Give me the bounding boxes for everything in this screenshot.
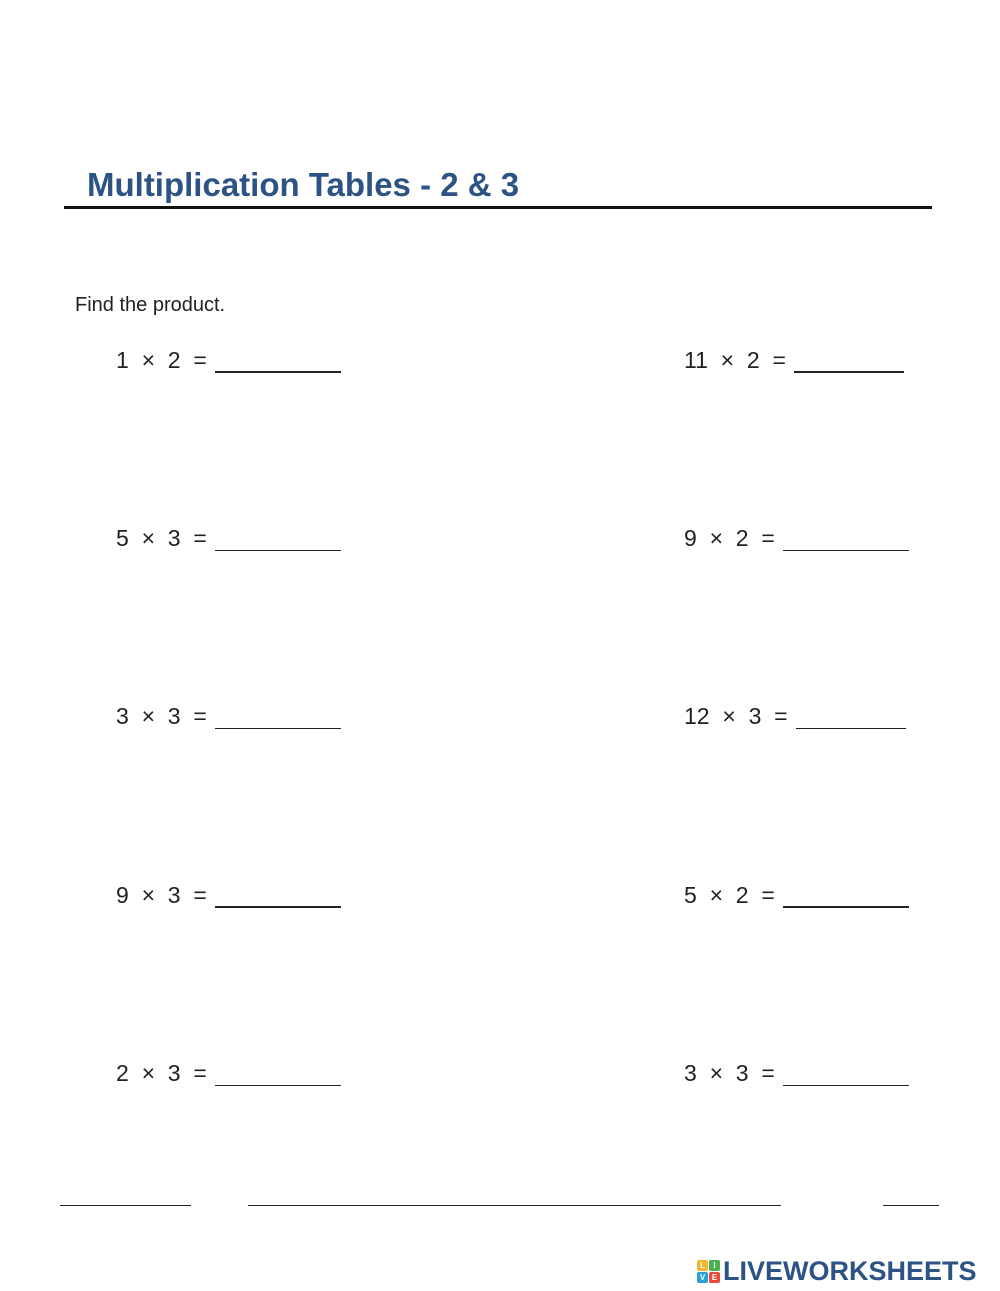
problem-4: [684, 520, 909, 552]
problem-expression: 1 × 2 =: [116, 347, 207, 373]
logo-block: V: [697, 1272, 708, 1283]
answer-field[interactable]: [215, 906, 341, 908]
footer-rule-left: [60, 1205, 191, 1206]
answer-field[interactable]: [794, 371, 904, 373]
footer-rule-center: [248, 1205, 781, 1206]
problem-expression: 9 × 3 =: [116, 882, 207, 908]
answer-field[interactable]: [215, 550, 341, 551]
answer-field[interactable]: [215, 728, 341, 729]
problem-expression: 11 × 2 =: [684, 347, 786, 373]
logo-block: L: [697, 1260, 708, 1271]
problem-expression: 9 × 2 =: [684, 525, 775, 551]
answer-field[interactable]: [783, 906, 909, 908]
problem-expression: 3 × 3 =: [116, 703, 207, 729]
problem-1: [116, 342, 341, 374]
problem-expression: 5 × 3 =: [116, 525, 207, 551]
logo-text: LIVEWORKSHEETS: [723, 1255, 977, 1286]
problem-expression: 2 × 3 =: [116, 1060, 207, 1086]
problem-7: [116, 877, 341, 909]
footer-rule-right: [883, 1205, 939, 1206]
liveworksheets-logo: [697, 1255, 977, 1287]
title-underline: [64, 206, 932, 209]
problem-6: [684, 698, 906, 730]
logo-block: I: [709, 1260, 720, 1271]
logo-block: E: [709, 1272, 720, 1283]
answer-field[interactable]: [783, 1085, 909, 1086]
problem-expression: 5 × 2 =: [684, 882, 775, 908]
problem-10: [684, 1055, 909, 1087]
answer-field[interactable]: [215, 371, 341, 373]
problem-3: [116, 520, 341, 552]
problem-expression: 12 × 3 =: [684, 703, 788, 729]
problem-expression: 3 × 3 =: [684, 1060, 775, 1086]
problem-2: [684, 342, 904, 374]
instruction-text: Find the product.: [75, 294, 226, 316]
problem-8: [684, 877, 909, 909]
logo-blocks-icon: [697, 1260, 720, 1283]
answer-field[interactable]: [783, 550, 909, 551]
problem-5: [116, 698, 341, 730]
problem-9: [116, 1055, 341, 1087]
worksheet-title: Multiplication Tables - 2 & 3: [87, 166, 520, 203]
answer-field[interactable]: [796, 728, 906, 729]
answer-field[interactable]: [215, 1085, 341, 1086]
